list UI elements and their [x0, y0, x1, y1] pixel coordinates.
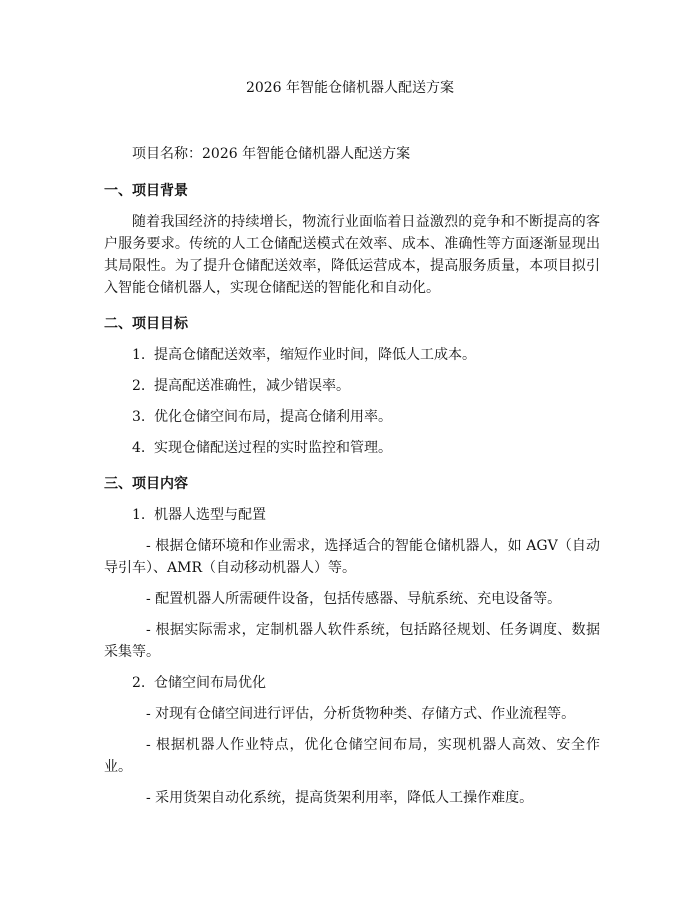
list-text: 实现仓储配送过程的实时监控和管理。 [154, 440, 392, 456]
sub-item: - 根据机器人作业特点，优化仓储空间布局，实现机器人高效、安全作业。 [104, 737, 600, 775]
section-paragraph: 随着我国经济的持续增长，物流行业面临着日益激烈的竞争和不断提高的客户服务要求。传统的人工仓储配送模式在效率、成本、准确性等方面逐渐显现出其局限性。为了提升仓储配送效率，降低运营成本，提高服务质量，本项目拟引入智能仓储机器人，实现仓储配送的智能化和自动化。 [104, 214, 600, 296]
list-number: 2. [132, 675, 146, 691]
list-text: 优化仓储空间布局，提高仓储利用率。 [154, 409, 392, 425]
document-title: 2026 年智能仓储机器人配送方案 [245, 80, 455, 96]
sub-item: - 根据实际需求，定制机器人软件系统，包括路径规划、任务调度、数据采集等。 [104, 622, 600, 660]
sub-item: - 对现有仓储空间进行评估，分析货物种类、存储方式、作业流程等。 [146, 706, 576, 722]
list-item [104, 344, 600, 366]
list-number: 4. [132, 440, 146, 456]
list-text: 仓储空间布局优化 [154, 675, 266, 691]
list-text: 提高配送准确性，减少错误率。 [154, 378, 350, 394]
list-item [104, 375, 600, 397]
project-name: 项目名称：2026 年智能仓储机器人配送方案 [132, 146, 411, 162]
section-content [104, 473, 600, 809]
section-heading: 二、项目目标 [104, 316, 188, 332]
document-body [104, 143, 600, 823]
group-title [104, 504, 600, 526]
list-number: 2. [132, 378, 146, 394]
section-heading: 三、项目内容 [104, 476, 188, 492]
sub-item: - 根据仓储环境和作业需求，选择适合的智能仓储机器人，如 AGV（自动导引车）、AMR（自动移动机器人）等。 [104, 538, 600, 576]
list-number: 3. [132, 409, 146, 425]
list-number: 1. [132, 347, 146, 363]
list-text: 机器人选型与配置 [154, 507, 266, 523]
list-item [104, 406, 600, 428]
list-number: 1. [132, 507, 146, 523]
section-goals [104, 313, 600, 459]
list-item [104, 437, 600, 459]
sub-item: - 配置机器人所需硬件设备，包括传感器、导航系统、充电设备等。 [146, 591, 562, 607]
group-title [104, 672, 600, 694]
list-text: 提高仓储配送效率，缩短作业时间，降低人工成本。 [154, 347, 476, 363]
section-heading: 一、项目背景 [104, 183, 188, 199]
sub-item: - 采用货架自动化系统，提高货架利用率，降低人工操作难度。 [146, 790, 534, 806]
section-background [104, 180, 600, 299]
